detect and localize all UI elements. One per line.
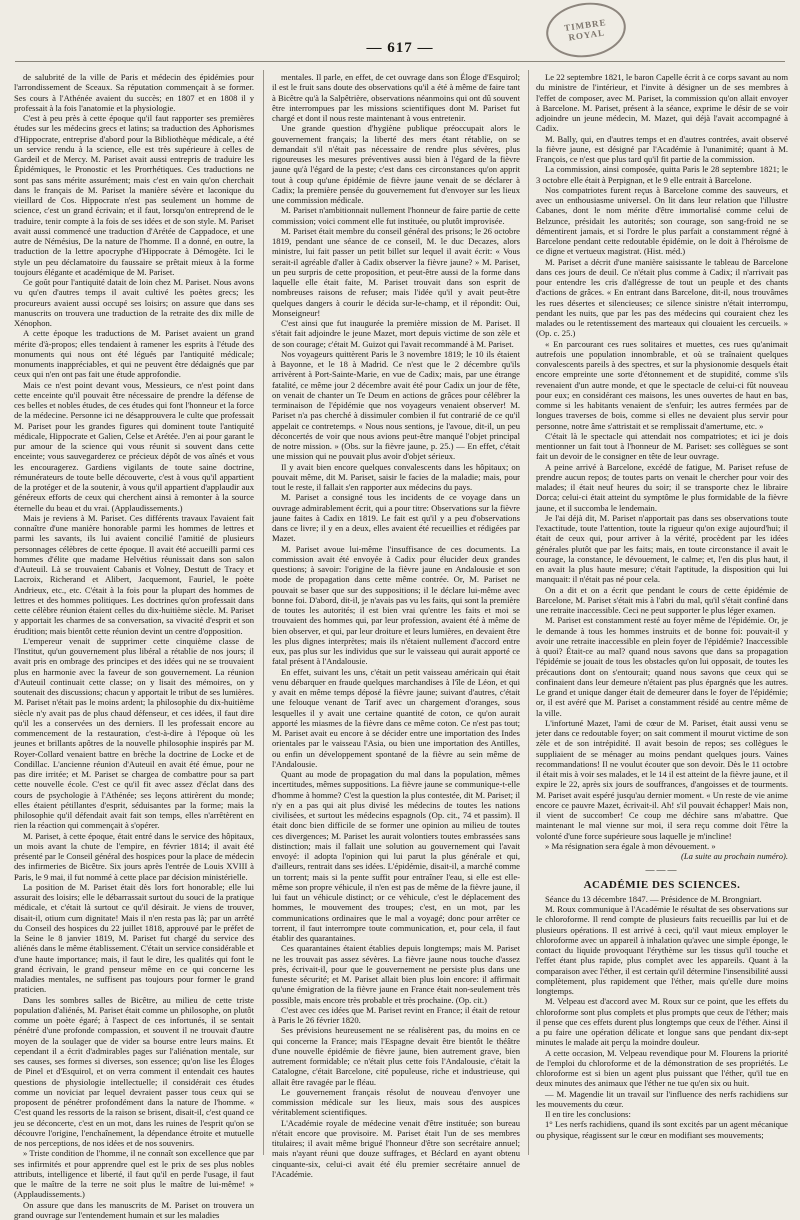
header-rule [15,61,785,62]
paragraph: Quant au mode de propagation du mal dans la population, mêmes incertitudes, mêmes suppositions. La fièvre jaune se communique-t-elle d'homme à homme? C'est la question la plus contestée, dit M. Pariset; il n'y en a pas qui ait plus divisé les médecins de toutes les nations civilisées, et surtout les médecins espagnols (Op. cit., 74 et passim). Il était donc bien difficile de se former une opinion au milieu de toutes ces divergences; M. Pariset les aurait volontiers toutes embrassées sans distinction; mais il fallait une solution au gouvernement qui l'avait envoyé: il adopta l'opinion qui lui parut la plus générale et qui, d'ailleurs, rentrait dans ses idées. L'épidémie, disait-il, a marché comme un torrent; mais si la pente suffit pour entraîner l'eau, si elle est elle-même son propre véhicule, il n'en est pas de même de la fièvre jaune, il lui faut un véhicule distinct; or ce véhicule, c'est le déplacement des hommes, le mouvement des troupes; c'est, en un mot, par les communications ordinaires que le mal a voyagé; donc pour arrêter ce torrent, il faut interrompre toute communication, et, pour cela, il faut établir des quarantaines. [272,769,520,943]
paragraph: C'est avec ces idées que M. Pariset revint en France; il était de retour à Paris le 26 février 1820. [272,1005,520,1026]
paragraph: L'empereur venait de supprimer cette cinquième classe de l'Institut, qu'un gouvernement plus libéral a rétablie de nos jours; il avait pris en ombrage des principes et des idées qui ne se trouvaient plus en harmonie avec la faveur de son gouvernement. La réunion d'Auteuil continuait cette classe; on y lisait des mémoires, on y soutenait des discussions; chacun y apportait le tribut de ses lumières. M. Pariset n'était pas le moins ardent; la philosophie du dix-huitième siècle n'y avait pas de plus chaud défenseur, et ces idées, il faut dire qu'il les a conservées un des derniers. Il les professait encore au commencement de la restauration, c'est-à-dire à l'époque où les jeunes et brillants apôtres de la nouvelle philosophie inspirés par M. Royer-Collard venaient battre en brèche la doctrine de Locke et de Condillac. L'ancienne réunion d'Auteuil en avait été émue, pour ne pas dire irritée; et M. Pariset se chargea de combattre pour sa part cette nouvelle école. C'est ce qu'il fit avec assez d'éclat dans des cours de psychologie à l'Athénée; ses leçons attirèrent du monde; elles étaient pétillantes d'esprit, séduisantes par la forme; mais la philosophie qu'il défendait avait fait son temps, elles n'arrêtèrent en rien la réaction qui commençait à s'opérer. [14,636,254,831]
paragraph: Le 22 septembre 1821, le baron Capelle écrit à ce corps savant au nom du ministre de l'intérieur, et l'invite à désigner un de ses membres à l'effet de composer, avec M. Pariset, la commission qu'on allait envoyer à Barcelone. M. Pariset, présent à la séance, exprime le désir de se voir adjoindre un jeune médecin, M. Mazet, qui déjà l'avait accompagné à Cadix. [536,72,788,134]
paragraph: Il y avait bien encore quelques convalescents dans les hôpitaux; on pouvait même, dit M. Pariset, saisir le facies de la maladie; mais, pour tout le reste, il fallait s'en rapporter aux médecins du pays. [272,462,520,493]
paragraph: Ce goût pour l'antiquité datait de loin chez M. Pariset. Nous avons vu qu'en d'autres temps il avait cultivé les poètes grecs; les procureurs avaient aussi occupé ses loisirs; on assure que dans ses manuscrits on trouvera une traduction de la retraite des dix mille de Xénophon. [14,277,254,328]
paragraph: M. Roux communique à l'Académie le résultat de ses observations sur le chloroforme. Il rend compte de plusieurs faits recueillis par lui et de plusieurs opérations. Il est arrivé à ceci, qu'il vaut mieux employer le chloroforme avec un appareil à inhalation qu'avec une simple éponge, le contact du liquide provoquant l'érythème sur les tissus qu'il touche et l'effet étant plus rapide, plus complet avec les appareils. Quant à la comparaison avec l'éther, il est certain qu'il détermine l'insensibilité aussi complètement, plus rapidement que l'éther, mais qu'elle dure moins longtemps. [536,904,788,996]
paragraph: Une grande question d'hygiène publique préoccupait alors le gouvernement français; la liberté des mers étant rétablie, on se demandait s'il n'était pas nécessaire de rendre plus sévères, plus rigoureuses les mesures préventives aussi bien à l'égard de la fièvre jaune qu'à l'égard de la peste; c'est dans ces circonstances qu'on apprit tout à coup qu'une épidémie de fièvre jaune venait de se déclarer à Cadix; la première pensée du gouvernement fut d'envoyer sur les lieux une commission médicale. [272,123,520,205]
paragraph: M. Pariset était membre du conseil général des prisons; le 26 octobre 1819, pendant une séance de ce conseil, M. le duc Decazes, alors ministre, lui fait passer un petit billet sur lequel il avait écrit: « Vous serait-il agréable d'aller à Cadix observer la fièvre jaune? » M. Pariset, un peu surpris de cette proposition, et peut-être aussi de la forme dans laquelle elle était faite, M. Pariset trouvait dans son esprit de nombreuses raisons de refuser; mais l'idée qu'il y avait peut-être quelques dangers à courir le décida sur-le-champ, et il répondit: Oui, Monseigneur! [272,226,520,318]
paragraph: M. Pariset a consigné tous les incidents de ce voyage dans un ouvrage admirablement écrit, qui a pour titre: Observations sur la fièvre jaune faites à Cadix en 1819. Le fait est qu'il y a peu d'observations dans ce livre; il y en a deux, elles avaient été recueillies et rédigées par Mazet. [272,492,520,543]
paragraph: Mais je reviens à M. Pariset. Ces différents travaux l'avaient fait connaître d'une manière honorable parmi les hommes de lettres et parmi les savants, ils lui avaient concilié l'amitié de plusieurs personnages célèbres de cette époque. Il avait été accueilli parmi ces hommes d'élite que madame Helvétius réunissait dans son salon d'Auteuil. Là se trouvaient Cabanis et Volney, Destutt de Tracy et Lacroix, Richerand et Alibert, Jacquemont, Fauriel, le poète Andrieux, etc., etc. C'était à la fois pour la plupart des hommes de lettres et des hommes politiques. Les doctrines qu'on professait dans cette célèbre réunion étaient celles du dix-huitième siècle. M. Pariset y apportait les charmes de sa conversation, sa vivacité d'esprit et son érudition; mais bientôt cette réunion devint un centre d'opposition. [14,513,254,636]
paragraph: mentales. Il parle, en effet, de cet ouvrage dans son Éloge d'Esquirol; il est le fruit sans doute des observations qu'il a été à même de faire tant à Bicêtre qu'à la Salpêtrière, observations néanmoins qui ont dû souvent être interrompues par les missions scientifiques dont M. Pariset fut chargé et dont il nous reste maintenant à vous entretenir. [272,72,520,123]
paragraph: A peine arrivé à Barcelone, excédé de fatigue, M. Pariset refuse de prendre aucun repos; de toutes parts on venait le chercher pour voir des malades; il était neuf heures du soir; il se transporte chez le libraire Dorca; celui-ci était atteint du symptôme le plus formidable de la fièvre jaune, et il succomba le lendemain. [536,462,788,513]
paragraph: La position de M. Pariset était dès lors fort honorable; elle lui assurait des loisirs; elle le débarrassait surtout du souci de la pratique médicale, et c'était là surtout ce qu'il désirait. Je viens de trouver, disait-il, otium cum dignitate! Mais il n'en resta pas là; par un arrêté du Conseil des hospices du 22 juillet 1818, approuvé par le préfet de la Seine le 8 janvier 1819, M. Pariset fut chargé du service des aliénés dans le même établissement. C'était un service considérable et d'une haute importance; mais, il faut le dire, les qualités qui font le grand écrivain, le grand penseur même en ce qui concerne les maladies mentales, ne suffisent pas toujours pour former le grand praticien. [14,882,254,995]
paragraph: « En parcourant ces rues solitaires et muettes, ces rues qu'animait autrefois une population innombrable, et où se traînaient quelques convalescents pareils à des spectres, et sur la physionomie desquels était encore empreinte une sorte d'étonnement et de stupidité, comme s'ils revenaient d'un autre monde, et que le spectacle de celui-ci fût nouveau pour eux; en considérant ces maisons, les unes ouvertes de haut en bas, comme si les habitants venaient de s'enfuir; les autres fermées par de longues traverses de bois, comme si elles ne devaient plus servir pour personne, notre âme s'attristait et se remplissait d'amertume, etc. » [536,339,788,431]
paragraph: Dans les sombres salles de Bicêtre, au milieu de cette triste population d'aliénés, M. Pariset était comme un philosophe, on plutôt comme un poète égaré; à l'aspect de ces infortunés, il se sentait pénétré d'une profonde compassion, et souvent il ne trouvait d'autre moyen de la soulager que de vider sa bourse entre leurs mains. Et cependant il a écrit d'admirables pages sur l'aliénation mentale, sur ses causes, ses formes si diverses, son essence; qu'on lise les Éloges de Pinel et d'Esquirol, et on verra comment il entendait ces hautes questions de physiologie intellectuelle; il considérait ces études comme un noviciat par lequel devraient passer tous ceux qui se proposent de pénétrer profondément dans la nature de l'homme. « C'est quand les ressorts de la raison se brisent, disait-il, c'est quand ce jeu se déconcerte, c'est en un mot, dans les ruines de l'esprit qu'on se découvre l'origine, l'enchaînement, la dépendance étroite et mutuelle de nos perceptions, de nos idées et de nos souvenirs. [14,995,254,1149]
paragraph: M. Pariset, à cette époque, était entré dans le service des hôpitaux, un mois avant la chute de l'empire, en février 1814; il avait été présenté par le Conseil général des hospices pour la place de médecin des infirmeries de Bicêtre. Six jours après l'entrée de Louis XVIII à Paris, le 9 mai, il fut nommé à cette place par décision ministérielle. [14,831,254,882]
paragraph: » Triste condition de l'homme, il ne connaît son excellence que par ses infirmités et pour apprendre quel est le prix de ses plus nobles attributs, intelligence et liberté, il faut qu'il en perde l'usage, il faut que le maître de la terre ne soit plus le maître de lui-même! » (Applaudissements.) [14,1148,254,1199]
paragraph: On a dit et on a écrit que pendant le cours de cette épidémie de Barcelone, M. Pariset s'était mis à l'abri du mal, qu'il s'était confiné dans une retraite inaccessible. Ceci ne peut supporter le plus léger examen. [536,585,788,616]
paragraph: de salubrité de la ville de Paris et médecin des épidémies pour l'arrondissement de Sceaux. Sa réputation commençait à se former. Ses cours à l'Athénée avaient du succès; en 1807 et en 1808 il y professait à la fois l'anatomie et la physiologie. [14,72,254,113]
column-3-body [536,72,788,851]
paragraph: M. Pariset est constamment resté au foyer même de l'épidémie. Or, je le demande à tous les hommes instruits et de bonne foi: pouvait-il y avoir une retraite inaccessible en plein foyer de l'épidémie? Inaccessible à quoi? Était-ce au mal? quand nous savons que dans sa propagation l'épidémie se jouait de tous les obstacles qu'on lui opposait, de toutes les précautions dont on s'entourait; quand nous savons que ceux qui se confinaient dans leur demeure n'étaient pas plus épargnés que les autres. Le grand et unique danger était de demeurer dans le foyer de l'épidémie; or, il est avéré que M. Pariset a constamment résidé au centre même de la ville. [536,615,788,718]
paragraph: En effet, suivant les uns, c'était un petit vaisseau américain qui était venu débarquer en fraude quelques marchandises à l'île de Léon, et qui y avait en même temps déposé la fièvre jaune; suivant d'autres, c'était une felouque venant de Tarif avec un chargement d'oranges, sous lesquelles il y avait une certaine quantité de coton, ce qu'on aurait apporté les miasmes de la fièvre dans ce même coton. Ce n'est pas tout; M. Pariset avait eu encore à se décider entre une importation des Indes orientales par le vaisseau l'Asia, ou bien une importation des Antilles, ou enfin un développement spontané de la fièvre au sein même de l'Andalousie. [272,667,520,770]
paragraph: On assure que dans les manuscrits de M. Pariset on trouvera un grand ouvrage sur l'entendement humain et sur les maladies [14,1200,254,1220]
paragraph: Ces quarantaines étaient établies depuis longtemps; mais M. Pariset ne les trouvait pas assez sévères. La fièvre jaune nous touche d'assez près, écrivait-il, pour que le gouvernement ne persiste plus dans une funeste sécurité; et M. Pariset allait bien plus loin encore: il affirmait qu'une émigration de la fièvre jaune en France était non-seulement très possible, mais encore très probable et très prochaine. (Op. cit.) [272,943,520,1005]
academy-body [536,904,788,1140]
paragraph: Nos compatriotes furent reçus à Barcelone comme des sauveurs, et avec un enthousiasme universel. On lit dans leur relation que l'illustre Cabanes, dont le nom mérite d'être immortalisé comme celui de Belzunce, présidait les autorités; son courage, son sang-froid ne se démentirent jamais, et si l'ordre le plus parfait a constamment régné à Barcelone pendant cette redoutable épidémie, on le doit à l'héroïsme de ce digne et vertueux magistrat. (Hist. méd.) [536,185,788,257]
paragraph: C'était là le spectacle qui attendait nos compatriotes; et ici je dois mentionner un fait tout à l'honneur de M. Pariset: ses collègues se sont fait un devoir de le consigner en tête de leur ouvrage. [536,431,788,462]
paragraph: A cette occasion, M. Velpeau revendique pour M. Flourens la priorité de l'emploi du chloroforme et de la démonstration de ses propriétés. Le chloroforme est si bien un agent plus puissant que l'éther, qu'il tue en deux minutes des animaux que l'éther ne tue qu'en six ou huit. [536,1048,788,1089]
paragraph: M. Pariset n'ambitionnait nullement l'honneur de faire partie de cette commission; voici comment elle fut instituée, ou plutôt improvisée. [272,205,520,226]
session-line: Séance du 13 décembre 1847. — Présidence de M. Brongniart. [536,894,788,904]
page-number: — 617 — [0,40,800,57]
paragraph: Je l'ai déjà dit, M. Pariset n'apportait pas dans ses observations toute l'exactitude, toute l'attention, toute la rigueur qu'on exige aujourd'hui; il était de ceux qui, pour arriver à la vérité, procèdent par les idées générales plutôt que par les faits; mais, en toute circonstance il avait le courage, la constance, le dévouement, le calme; et, l'en dis plus haut, il en avait la plus haute mesure; c'était l'aptitude, la disposition qui lui manquait: il n'était pas né pour cela. [536,513,788,585]
paragraph: L'Académie royale de médecine venait d'être instituée; son bureau n'était encore que provisoire. M. Pariset était l'un de ses membres titulaires; il avait même brigué l'honneur d'être son secrétaire annuel; mais n'ayant réuni que douze suffrages, et Béclard en ayant obtenu cinquante-six, celui-ci avait été élu premier secrétaire annuel de l'Académie. [272,1118,520,1180]
paragraph: Mais ce n'est point devant vous, Messieurs, ce n'est point dans cette enceinte qu'il pouvait être nécessaire de prendre la défense de ces belles et nobles études, de ces études qui font l'honneur et la force de la médecine. Personne ici ne désapprouvera le culte que professait M. Pariset pour les grandes figures qui dominent toute l'antiquité médicale, Hippocrate et Galien, Celse et Arétée. J'en ai pour garant le pur amour de la science qui vous réunit si souvent dans cette enceinte; vous sauvegarderez ce précieux dépôt de vos aînés et vous les encouragerez. Gardiens vigilants de toute saine doctrine, rémunérateurs de toute belle découverte, c'est à vous qu'il appartient de la protéger et de la soutenir, à vous qu'il appartient d'applaudir aux généreux efforts de ceux qui cherchent ainsi à remonter à la source éternelle du beau et du vrai. (Applaudissements.) [14,380,254,513]
column-2 [272,72,520,1152]
paragraph: Nos voyageurs quittèrent Paris le 3 novembre 1819; le 10 ils étaient à Bayonne, et le 18 à Madrid. Ce n'est que le 2 décembre qu'ils arrivèrent à Port-Sainte-Marie, en vue de Cadix; mais, par une étrange fatalité, ce même jour 2 décembre avait été pour Cadix un jour de fête, on venait de chanter un Te Deum en actions de grâces pour célébrer la terminaison de l'épidémie que nos voyageurs venaient observer! M. Pariset n'a pas cherché à dissimuler combien il fut contrarié de ce qu'il appelait ce contretemps. « Nous nous sentions, je l'avoue, dit-il, un peu déconcertés de voir que nous avions peut-être manqué l'objet principal de notre mission. » (Obs. sur la fièvre jaune, p. 25.) — En effet, c'était une mission qui ne pouvait plus avoir d'objet sérieux. [272,349,520,462]
paragraph: M. Bally, qui, en d'autres temps et en d'autres contrées, avait observé la fièvre jaune, est désigné par l'Académie à l'unanimité; quant à M. François, ce n'est que plus tard qu'il fit partie de la commission. [536,134,788,165]
column-divider [528,70,529,1155]
paragraph: — M. Magendie lit un travail sur l'influence des nerfs rachidiens sur les mouvements du cœur. [536,1089,788,1110]
paragraph: » Ma résignation sera égale à mon dévouement. » [536,841,788,851]
paragraph: A cette époque les traductions de M. Pariset avaient un grand mérite d'à-propos; elles tendaient à ramener les esprits à l'étude des monuments qui nous ont été légués par l'antiquité médicale; monuments inappréciables, et qui ne peuvent être dédaignés que par ceux qui n'en ont pas fait une étude approfondie. [14,328,254,379]
column-1 [14,72,254,1152]
paragraph: La commission, ainsi composée, quitta Paris le 28 septembre 1821; le 3 octobre elle était à Perpignan, et le 9 elle entrait à Barcelone. [536,164,788,185]
section-title: ACADÉMIE DES SCIENCES. [536,880,788,890]
paragraph: L'infortuné Mazet, l'ami de cœur de M. Pariset, était aussi venu se jeter dans ce redoutable foyer; on sait comment il mourut victime de son zèle et de son intrépidité. Il avait besoin de repos; ses collègues le suppliaient de se ménager au moins pendant quelques jours. Vaines recommandations! Il ne voulut écouter que son devoir. Dès le 11 octobre il était mis à voir ses malades, et le 14 il est atteint de la fièvre jaune, et il expire le 22, après six jours de souffrances, d'angoisses et de tourments. M. Pariset avait espéré jusqu'au dernier moment. « Un reste de vie anime encore ce pauvre Mazet, écrivait-il. Ah! s'il pouvait échapper! Mais non, il vient de succomber! Ce coup me déchire sans m'abattre. Que maintenant le mal vienne sur moi, il sera reçu comme doit l'être la volonté d'une force supérieure sous laquelle je m'incline! [536,718,788,841]
paragraph: M. Pariset a décrit d'une manière saisissante le tableau de Barcelone dans ces jours de deuil. Ce n'était plus comme à Cadix; il n'arrivait pas pour entendre les cris d'allégresse de tout un peuple et des chants d'actions de grâces. « En entrant dans Barcelone, dit-il, nous trouvâmes les rues désertes et silencieuses; ce silence sinistre n'était interrompu, pendant les nuits, que par les pas des médecins qui couraient chez les malades ou le retentissement des marteaux qui clouaient les cercueils. » (Op. c. 25.) [536,257,788,339]
royal-stamp: TIMBRE ROYAL [543,0,630,62]
paragraph: M. Velpeau est d'accord avec M. Roux sur ce point, que les effets du chloroforme sont plus complets et plus prompts que ceux de l'éther; mais il pense que ces effets durent plus longtemps que ceux de l'éther. Ainsi il a pu faire une opération délicate et longue sans que pendant dix-sept minutes le malade ait perçu la moindre douleur. [536,996,788,1047]
paragraph: M. Pariset avoue lui-même l'insuffisance de ces documents. La commission avait été envoyée à Cadix pour élucider deux grandes questions; à savoir: l'origine de la fièvre jaune en Andalousie et son mode de propagation dans cette même contrée. Or, M. Pariset ne pouvait se baser que sur des suppositions; il le déclare lui-même avec bonne foi. D'abord, dit-il, je n'avais pas vu les faits, qui sont la première de toutes les autorités; il est bien vrai qu'entre les faits et moi se trouvaient des hommes qui, par leur profession, avaient été à même de bien observer, et qui, par leur droiture et leurs lumières, en devaient être les plus dignes interprètes; mais ils n'étaient nullement d'accord entre eux, pas plus sur les individus que sur le vaisseau qui aurait apporté ce fatal présent à l'Andalousie. [272,544,520,667]
paragraph: C'est à peu près à cette époque qu'il faut rapporter ses premières études sur les médecins grecs et latins; sa traduction des Aphorismes d'Hippocrate, entreprise d'abord pour la Bibliothèque médicale, a été un service rendu à la science, elle est très supérieure à celles de Gardeil et de Mercy. M. Pariset avait aussi entrepris de traduire les Épidémiques, le Pronostic et les Prorrhétiques. Ces traductions ne sont pas sans mérite assurément; mais c'est en vain qu'on cherchait dans le français de M. Pariset la manière sévère et laconique du vieillard de Cos. Hippocrate n'est pas seulement un homme de science, c'est un grand écrivain; et il faut, lorsqu'on entreprend de le traduire, tenir compte à la fois de ses idées et de son style. M. Pariset avait aussi commencé une traduction d'Arétée de Cappadoce, et une autre de Némésius, De la nature de l'homme. Il a donné, en outre, la traduction de la lettre apocryphe d'Hippocrate à Démogète. Ici le style un peu déclamatoire du faussaire se prêtait mieux à la forme toujours élégante et académique de M. Pariset. [14,113,254,277]
paragraph: C'est ainsi que fut inaugurée la première mission de M. Pariset. Il s'était fait adjoindre le jeune Mazet, mort depuis victime de son zèle et de son courage; c'était M. Guizot qui l'avait recommandé à M. Pariset. [272,318,520,349]
column-3 [536,72,788,1152]
paragraph: Le gouvernement français résolut de nouveau d'envoyer une commission médicale sur les lieux, mais sous des auspices véritablement scientifiques. [272,1087,520,1118]
paragraph: Ses prévisions heureusement ne se réalisèrent pas, du moins en ce qui concerne la France; mais l'Espagne devait être bientôt le théâtre d'une nouvelle épidémie de fièvre jaune, bien autrement grave, bien autrement formidable; ce n'était plus cette fois l'Andalousie, c'était la Catalogne, c'était Barcelone, cité populeuse, riche et industrieuse, qui allait être ravagée par le fléau. [272,1025,520,1087]
section-separator: ——— [536,865,788,875]
paragraph: 1° Les nerfs rachidiens, quand ils sont excités par un agent mécanique ou physique, réagissent sur le cœur en modifiant ses mouvements; [536,1119,788,1140]
continuation-note: (La suite au prochain numéro). [536,851,788,861]
column-divider [263,70,264,1155]
paragraph: Il en tire les conclusions: [536,1109,788,1119]
